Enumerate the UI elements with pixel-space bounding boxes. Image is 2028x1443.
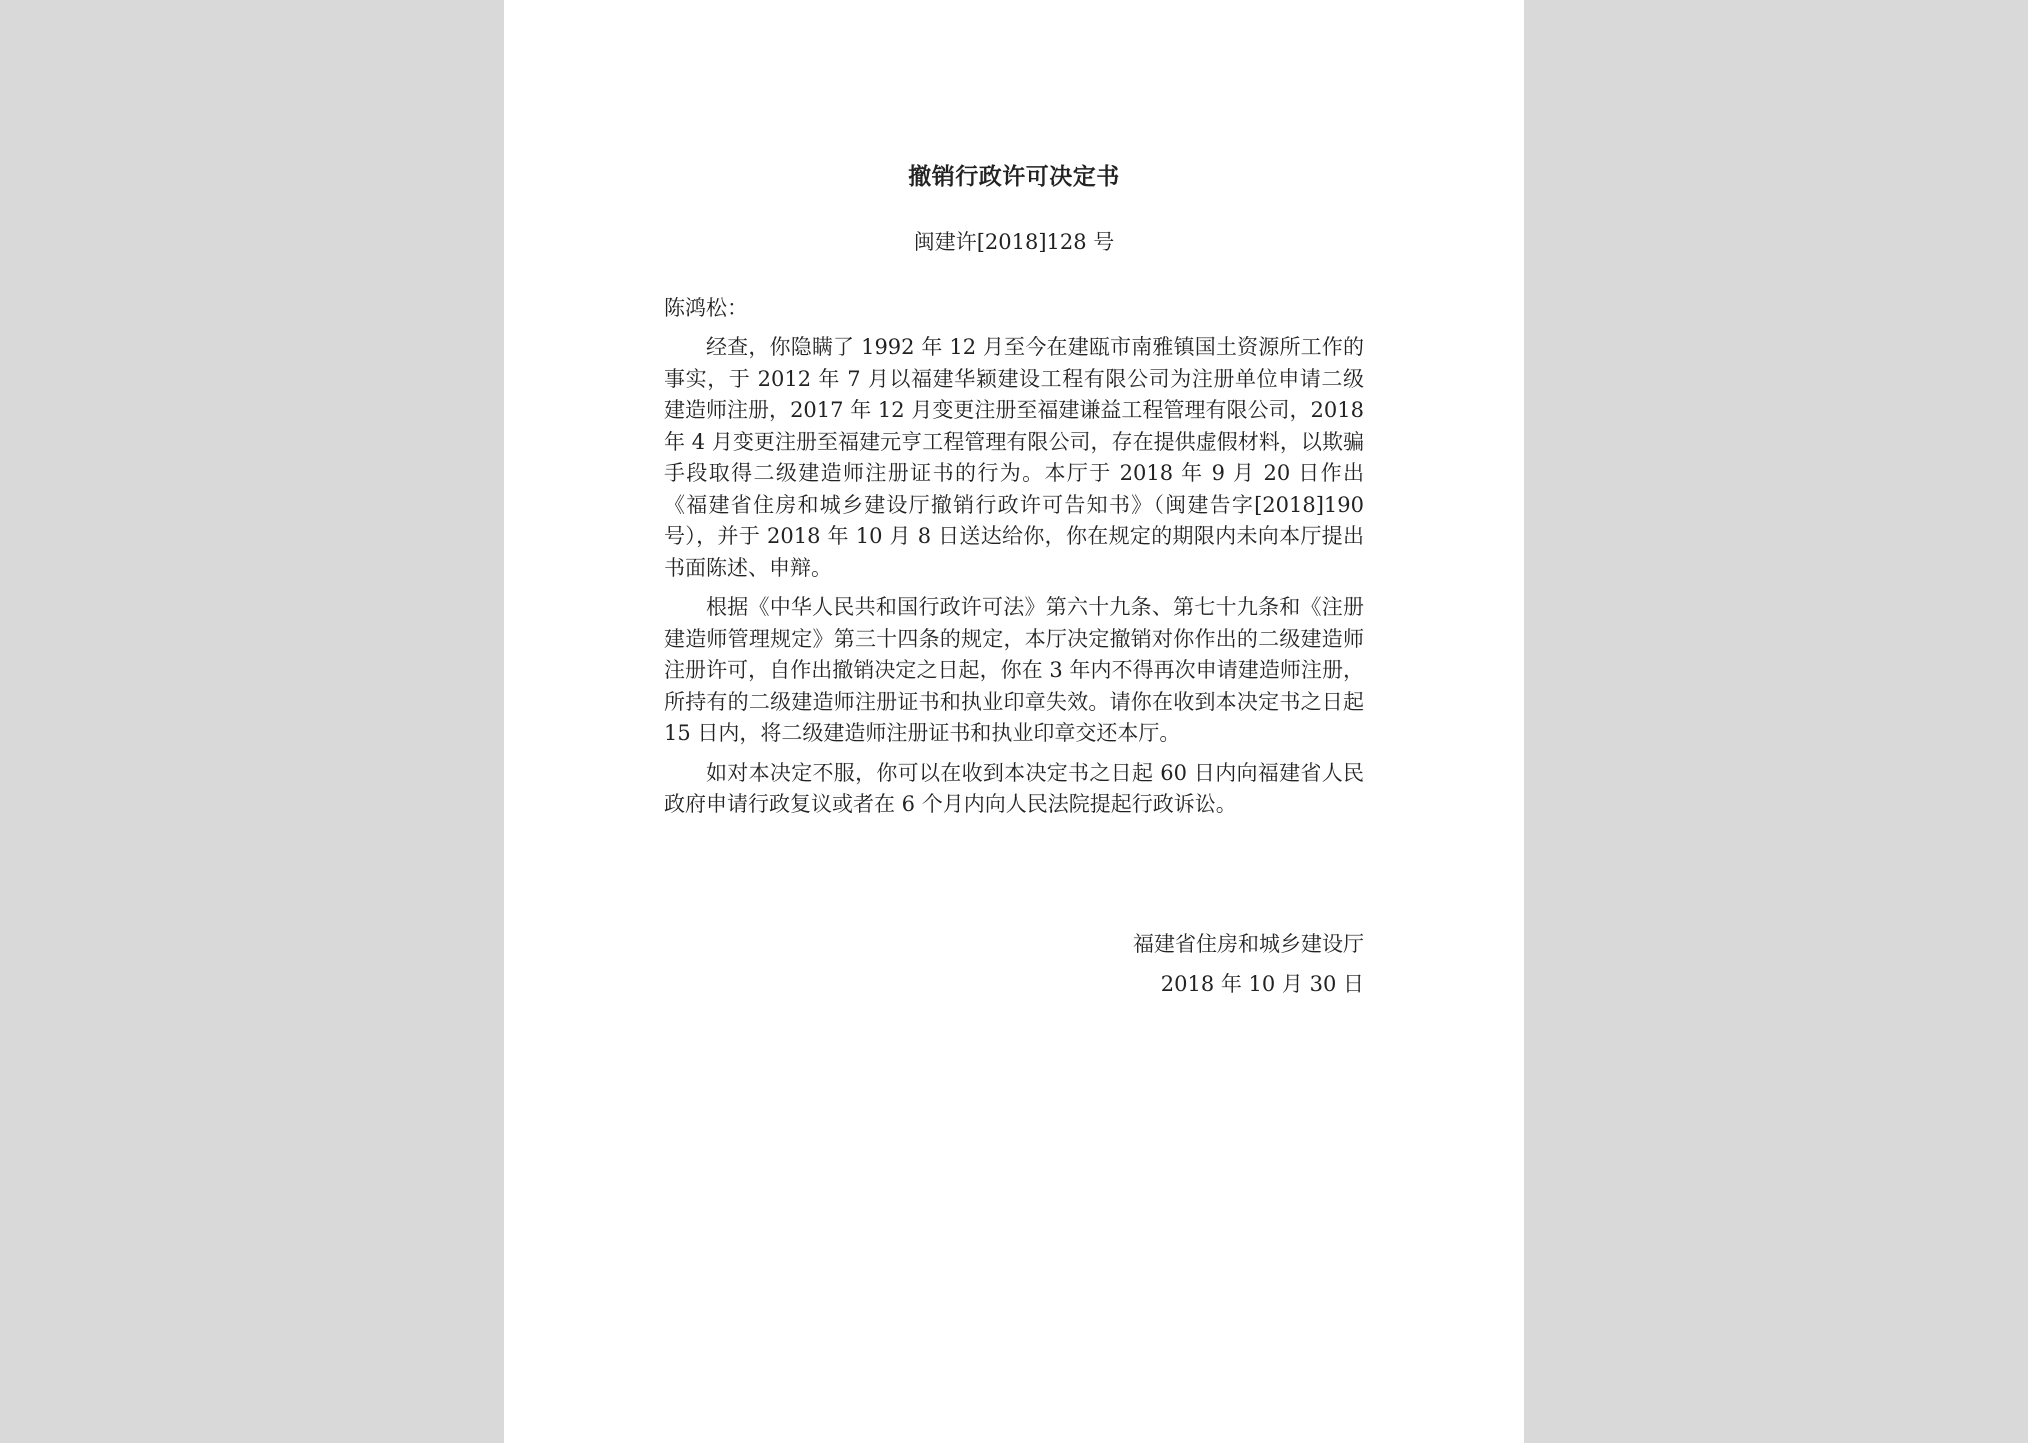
paragraph-facts: 经查，你隐瞒了 1992 年 12 月至今在建瓯市南雅镇国土资源所工作的事实，于 2012 年 7 月以福建华颖建设工程有限公司为注册单位申请二级建造师注册，2017 年 12 月变更注册至福建谦益工程管理有限公司，2018 年 4 月变更注册至福建元亨工程管理有限公司，存在提供虚假材料，以欺骗手段取得二级建造师注册证书的行为。本厅于 2018 年 9 月 20 日作出《福建省住房和城乡建设厅撤销行政许可告知书》（闽建告字[2018]190 号），并于 2018 年 10 月 8 日送达给你，你在规定的期限内未向本厅提出书面陈述、申辩。 [664, 335, 1364, 580]
document-number: 闽建许[2018]128 号 [913, 230, 1115, 254]
salutation: 陈鸿松： [664, 296, 748, 320]
paragraph-appeal: 如对本决定不服，你可以在收到本决定书之日起 60 日内向福建省人民政府申请行政复议或者在 6 个月内向人民法院提起行政诉讼。 [664, 760, 1364, 816]
issuer-name: 福建省住房和城乡建设厅 [1133, 932, 1364, 956]
paragraph-decision: 根据《中华人民共和国行政许可法》第六十九条、第七十九条和《注册建造师管理规定》第三十四条的规定，本厅决定撤销对你作出的二级建造师注册许可，自作出撤销决定之日起，你在 3 年内不得再次申请建造师注册，所持有的二级建造师注册证书和执业印章失效。请你在收到本决定书之日起 15 日内，将二级建造师注册证书和执业印章交还本厅。 [664, 595, 1364, 745]
issue-date: 2018 年 10 月 30 日 [1160, 972, 1364, 996]
document-page [504, 0, 1524, 1443]
document-title: 撤销行政许可决定书 [908, 163, 1120, 190]
document-body [664, 332, 1364, 829]
signature-block [1133, 924, 1364, 1004]
